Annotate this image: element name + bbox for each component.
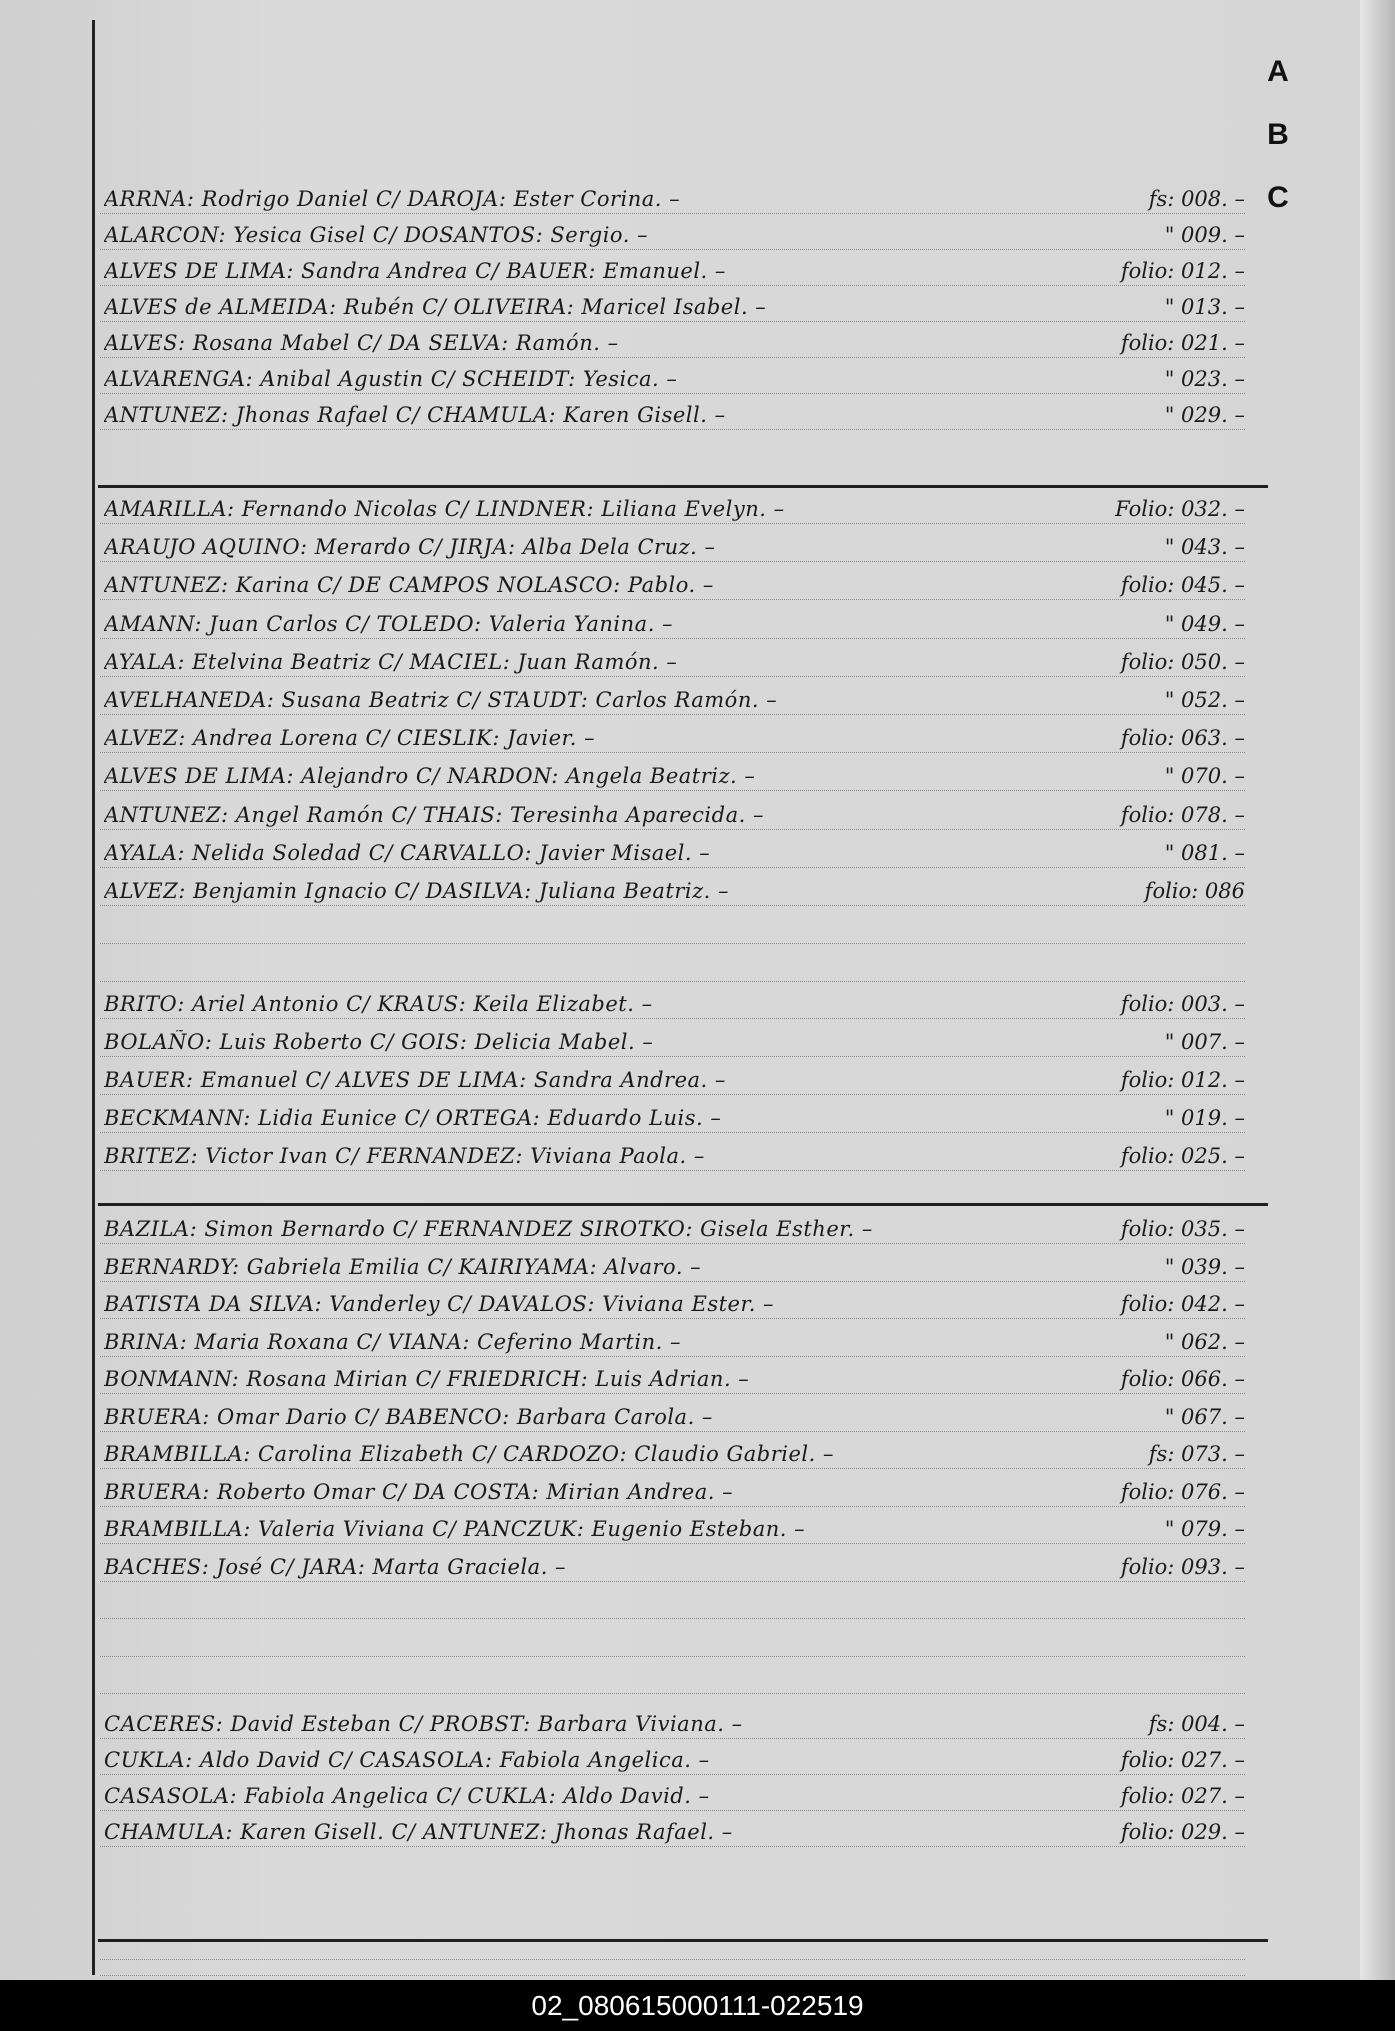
blank-ledger-row <box>100 943 1245 982</box>
entry-names: BRITO: Ariel Antonio C/ KRAUS: Keila Elizabet. – <box>104 992 653 1016</box>
ledger-row <box>100 247 1245 286</box>
entry-names: ALVES DE LIMA: Sandra Andrea C/ BAUER: Emanuel. – <box>104 259 726 283</box>
blank-ledger-row <box>100 905 1245 944</box>
entry-folio: " 079. – <box>1164 1517 1245 1541</box>
ledger-row <box>100 1468 1245 1507</box>
blank-ledger-row <box>100 1618 1245 1657</box>
entry-folio: " 081. – <box>1164 840 1245 865</box>
entry-folio: fs: 008. – <box>1148 187 1245 211</box>
ledger-row <box>100 523 1245 562</box>
ledger-row <box>100 600 1245 639</box>
ledger-row <box>100 1056 1245 1095</box>
entry-names: AVELHANEDA: Susana Beatriz C/ STAUDT: Carlos Ramón. – <box>104 688 778 712</box>
entry-names: ANTUNEZ: Jhonas Rafael C/ CHAMULA: Karen Gisell. – <box>104 403 726 427</box>
entry-folio: folio: 027. – <box>1120 1784 1245 1808</box>
ledger-row <box>100 1543 1245 1582</box>
entry-folio: " 043. – <box>1164 535 1245 560</box>
entry-names: ALVES: Rosana Mabel C/ DA SELVA: Ramón. – <box>104 331 619 355</box>
entry-folio: folio: 035. – <box>1120 1217 1245 1241</box>
entry-folio: folio: 076. – <box>1120 1479 1245 1504</box>
entry-folio: " 029. – <box>1164 403 1245 427</box>
ledger-row <box>100 1430 1245 1469</box>
ledger-row <box>100 1318 1245 1357</box>
index-letter-c: C <box>1267 181 1289 214</box>
ledger-row <box>100 485 1245 524</box>
ledger-row <box>100 714 1245 753</box>
entry-names: CUKLA: Aldo David C/ CASASOLA: Fabiola Angelica. – <box>104 1748 710 1772</box>
entry-folio: " 023. – <box>1164 367 1245 391</box>
page-right-edge <box>1360 0 1395 1980</box>
entry-folio: " 052. – <box>1164 688 1245 712</box>
ledger-row <box>100 1808 1245 1847</box>
entry-names: BOLAÑO: Luis Roberto C/ GOIS: Delicia Mabel. – <box>104 1030 654 1054</box>
entry-names: ANTUNEZ: Karina C/ DE CAMPOS NOLASCO: Pablo. – <box>104 573 714 598</box>
entry-folio: " 009. – <box>1164 223 1245 247</box>
entry-names: BRUERA: Roberto Omar C/ DA COSTA: Mirian Andrea. – <box>104 1479 734 1504</box>
section-separator <box>98 1939 1268 1942</box>
entry-folio: folio: 027. – <box>1120 1748 1245 1772</box>
ledger-row <box>100 1205 1245 1244</box>
entry-folio: folio: 021. – <box>1120 331 1245 355</box>
ledger-row <box>100 980 1245 1019</box>
ledger-row <box>100 1700 1245 1739</box>
entry-folio: " 070. – <box>1164 764 1245 789</box>
entry-names: BRAMBILLA: Carolina Elizabeth C/ CARDOZO: Claudio Gabriel. – <box>104 1442 834 1466</box>
ledger-row <box>100 1736 1245 1775</box>
ledger-row <box>100 175 1245 214</box>
ledger-row <box>100 752 1245 791</box>
ledger-row <box>100 791 1245 830</box>
ledger-row <box>100 676 1245 715</box>
entry-folio: " 019. – <box>1164 1106 1245 1130</box>
section-separator <box>98 485 1268 488</box>
entry-names: ALVES de ALMEIDA: Rubén C/ OLIVEIRA: Maricel Isabel. – <box>104 295 767 319</box>
index-letter-b: B <box>1267 118 1289 151</box>
entry-folio: folio: 003. – <box>1120 992 1245 1016</box>
entry-names: BONMANN: Rosana Mirian C/ FRIEDRICH: Luis Adrian. – <box>104 1367 750 1391</box>
entry-names: ALARCON: Yesica Gisel C/ DOSANTOS: Sergio. – <box>104 223 649 247</box>
entry-folio: " 049. – <box>1164 611 1245 636</box>
entry-folio: " 007. – <box>1164 1030 1245 1054</box>
ledger-row <box>100 1018 1245 1057</box>
entry-folio: Folio: 032. – <box>1115 497 1245 521</box>
ledger-row <box>100 283 1245 322</box>
ledger-row <box>100 391 1245 430</box>
blank-ledger-row <box>100 1655 1245 1694</box>
entry-names: BERNARDY: Gabriela Emilia C/ KAIRIYAMA: Alvaro. – <box>104 1254 702 1279</box>
entry-folio: " 062. – <box>1164 1329 1245 1354</box>
entry-names: ANTUNEZ: Angel Ramón C/ THAIS: Teresinha Aparecida. – <box>104 802 764 827</box>
ledger-row <box>100 1280 1245 1319</box>
entry-folio: folio: 045. – <box>1120 573 1245 598</box>
ledger-row <box>100 1505 1245 1544</box>
entry-names: AYALA: Etelvina Beatriz C/ MACIEL: Juan Ramón. – <box>104 649 678 674</box>
ledger-row <box>100 355 1245 394</box>
entry-folio: folio: 063. – <box>1120 726 1245 751</box>
entry-folio: fs: 004. – <box>1148 1712 1245 1736</box>
entry-names: ALVARENGA: Anibal Agustin C/ SCHEIDT: Yesica. – <box>104 367 678 391</box>
entry-names: BRINA: Maria Roxana C/ VIANA: Ceferino Martin. – <box>104 1329 681 1354</box>
entry-names: BRITEZ: Victor Ivan C/ FERNANDEZ: Viviana Paola. – <box>104 1144 705 1168</box>
ledger-row <box>100 561 1245 600</box>
section-separator <box>98 1203 1268 1206</box>
entry-names: CACERES: David Esteban C/ PROBST: Barbara Viviana. – <box>104 1712 743 1736</box>
entry-folio: folio: 029. – <box>1120 1820 1245 1844</box>
entry-folio: folio: 012. – <box>1120 259 1245 283</box>
ledger-row <box>100 867 1245 906</box>
blank-ledger-row <box>100 1580 1245 1619</box>
entry-names: BRUERA: Omar Dario C/ BABENCO: Barbara Carola. – <box>104 1404 713 1429</box>
entry-names: CASASOLA: Fabiola Angelica C/ CUKLA: Aldo David. – <box>104 1784 710 1808</box>
entry-folio: folio: 078. – <box>1120 802 1245 827</box>
entry-folio: folio: 093. – <box>1120 1554 1245 1579</box>
ledger-row <box>100 1094 1245 1133</box>
blank-ledger-row <box>100 1945 1245 1960</box>
entry-folio: folio: 086 <box>1144 879 1245 903</box>
entry-folio: folio: 050. – <box>1120 649 1245 674</box>
entry-names: ARAUJO AQUINO: Merardo C/ JIRJA: Alba Dela Cruz. – <box>104 535 716 560</box>
entry-folio: fs: 073. – <box>1148 1442 1245 1466</box>
ledger-row <box>100 1393 1245 1432</box>
entry-names: AYALA: Nelida Soledad C/ CARVALLO: Javier Misael. – <box>104 840 711 865</box>
entry-names: ARRNA: Rodrigo Daniel C/ DAROJA: Ester Corina. – <box>104 187 681 211</box>
footer-id: 02_080615000111-022519 <box>0 1980 1395 2031</box>
entry-names: AMARILLA: Fernando Nicolas C/ LINDNER: Liliana Evelyn. – <box>104 497 785 521</box>
entry-names: BECKMANN: Lidia Eunice C/ ORTEGA: Eduardo Luis. – <box>104 1106 722 1130</box>
entry-names: BATISTA DA SILVA: Vanderley C/ DAVALOS: Viviana Ester. – <box>104 1292 775 1316</box>
ledger-row <box>100 638 1245 677</box>
entry-names: BACHES: José C/ JARA: Marta Graciela. – <box>104 1554 567 1579</box>
ledger-row <box>100 319 1245 358</box>
ledger-row <box>100 1243 1245 1282</box>
entry-names: BRAMBILLA: Valeria Viviana C/ PANCZUK: Eugenio Esteban. – <box>104 1517 806 1541</box>
entry-folio: folio: 012. – <box>1120 1068 1245 1092</box>
blank-ledger-row <box>100 1961 1245 1976</box>
entry-folio: " 067. – <box>1164 1404 1245 1429</box>
entry-names: BAUER: Emanuel C/ ALVES DE LIMA: Sandra Andrea. – <box>104 1068 726 1092</box>
entry-names: AMANN: Juan Carlos C/ TOLEDO: Valeria Yanina. – <box>104 611 674 636</box>
margin-rule <box>92 20 95 1975</box>
entry-folio: " 013. – <box>1164 295 1245 319</box>
entry-names: BAZILA: Simon Bernardo C/ FERNANDEZ SIROTKO: Gisela Esther. – <box>104 1217 873 1241</box>
ledger-row <box>100 1772 1245 1811</box>
ledger-row <box>100 829 1245 868</box>
entry-names: ALVEZ: Andrea Lorena C/ CIESLIK: Javier. – <box>104 726 596 751</box>
entry-folio: folio: 066. – <box>1120 1367 1245 1391</box>
entry-folio: folio: 042. – <box>1120 1292 1245 1316</box>
index-letter-a: A <box>1267 55 1289 88</box>
ledger-row <box>100 1132 1245 1171</box>
entry-names: ALVEZ: Benjamin Ignacio C/ DASILVA: Juliana Beatriz. – <box>104 879 729 903</box>
ledger-row <box>100 211 1245 250</box>
entry-folio: " 039. – <box>1164 1254 1245 1279</box>
entry-names: CHAMULA: Karen Gisell. C/ ANTUNEZ: Jhonas Rafael. – <box>104 1820 733 1844</box>
entry-names: ALVES DE LIMA: Alejandro C/ NARDON: Angela Beatriz. – <box>104 764 756 789</box>
entry-folio: folio: 025. – <box>1120 1144 1245 1168</box>
ledger-row <box>100 1355 1245 1394</box>
